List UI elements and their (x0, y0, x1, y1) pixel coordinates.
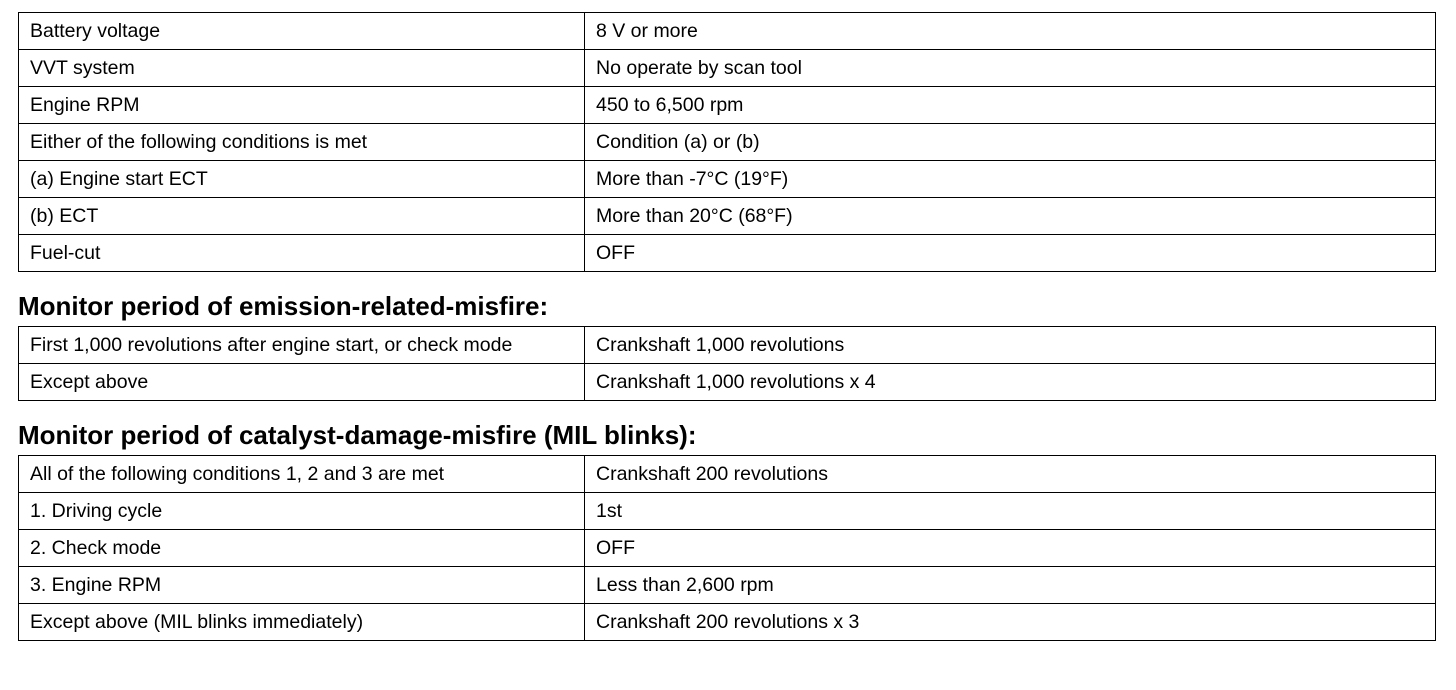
value-cell: 450 to 6,500 rpm (585, 87, 1436, 124)
value-cell: Less than 2,600 rpm (585, 567, 1436, 604)
emission-misfire-table (18, 326, 1436, 401)
condition-cell: 2. Check mode (19, 530, 585, 567)
table-row (19, 50, 1436, 87)
condition-cell: Fuel-cut (19, 235, 585, 272)
catalyst-misfire-table (18, 455, 1436, 641)
condition-cell: All of the following conditions 1, 2 and 3 are met (19, 456, 585, 493)
table-row (19, 124, 1436, 161)
table-row (19, 604, 1436, 641)
emission-misfire-heading: Monitor period of emission-related-misfire: (18, 291, 549, 321)
table-row (19, 198, 1436, 235)
table-row (19, 364, 1436, 401)
value-cell: Crankshaft 1,000 revolutions (585, 327, 1436, 364)
value-cell: 1st (585, 493, 1436, 530)
value-cell: Crankshaft 200 revolutions (585, 456, 1436, 493)
value-cell: Crankshaft 1,000 revolutions x 4 (585, 364, 1436, 401)
table-row (19, 493, 1436, 530)
condition-cell: 3. Engine RPM (19, 567, 585, 604)
condition-cell: (b) ECT (19, 198, 585, 235)
table-row (19, 13, 1436, 50)
value-cell: Crankshaft 200 revolutions x 3 (585, 604, 1436, 641)
table-row (19, 161, 1436, 198)
condition-cell: Battery voltage (19, 13, 585, 50)
conditions-table (18, 12, 1436, 272)
value-cell: OFF (585, 235, 1436, 272)
value-cell: OFF (585, 530, 1436, 567)
condition-cell: Either of the following conditions is met (19, 124, 585, 161)
table-row (19, 87, 1436, 124)
condition-cell: Except above (MIL blinks immediately) (19, 604, 585, 641)
value-cell: No operate by scan tool (585, 50, 1436, 87)
value-cell: More than -7°C (19°F) (585, 161, 1436, 198)
condition-cell: Engine RPM (19, 87, 585, 124)
table-row (19, 456, 1436, 493)
condition-cell: First 1,000 revolutions after engine start, or check mode (19, 327, 585, 364)
table-row (19, 235, 1436, 272)
value-cell: More than 20°C (68°F) (585, 198, 1436, 235)
value-cell: 8 V or more (585, 13, 1436, 50)
condition-cell: (a) Engine start ECT (19, 161, 585, 198)
catalyst-misfire-heading: Monitor period of catalyst-damage-misfire (MIL blinks): (18, 420, 697, 450)
table-row (19, 327, 1436, 364)
table-row (19, 530, 1436, 567)
condition-cell: Except above (19, 364, 585, 401)
table-row (19, 567, 1436, 604)
value-cell: Condition (a) or (b) (585, 124, 1436, 161)
condition-cell: VVT system (19, 50, 585, 87)
condition-cell: 1. Driving cycle (19, 493, 585, 530)
document-page (18, 12, 1435, 641)
